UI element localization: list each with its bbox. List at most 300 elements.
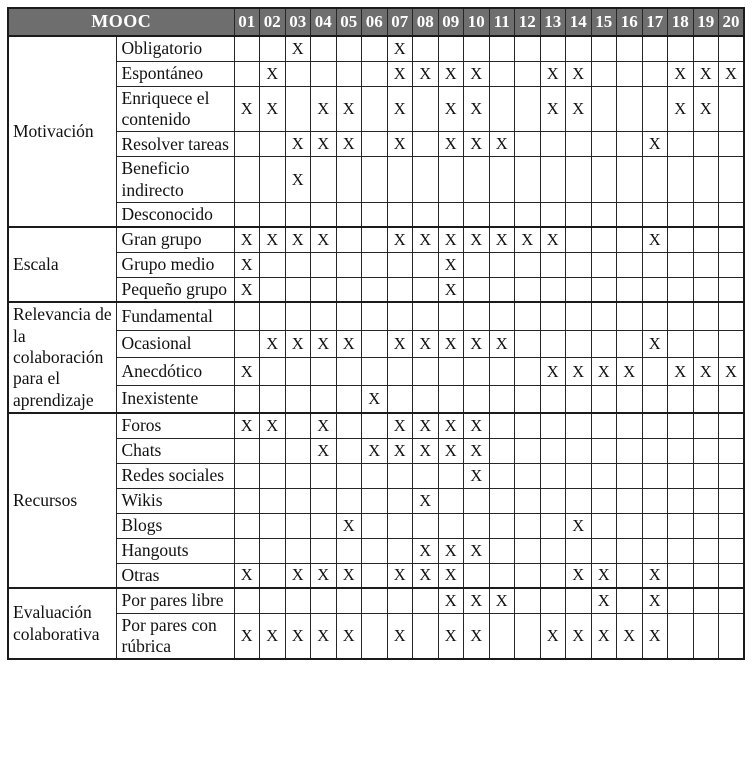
grid-cell	[464, 277, 490, 302]
grid-cell	[566, 36, 592, 61]
column-header-02: 02	[260, 8, 286, 36]
grid-cell	[617, 563, 643, 588]
grid-cell	[336, 358, 362, 386]
grid-cell	[642, 358, 668, 386]
grid-cell	[617, 302, 643, 330]
table-row	[8, 438, 744, 463]
x-mark-cell: X	[285, 563, 311, 588]
grid-cell	[719, 202, 745, 227]
x-mark-cell: X	[362, 438, 388, 463]
grid-cell	[540, 538, 566, 563]
row-label: Espontáneo	[116, 61, 234, 86]
table-row	[8, 227, 744, 252]
x-mark-cell: X	[336, 330, 362, 358]
grid-cell	[617, 413, 643, 438]
grid-cell	[311, 252, 337, 277]
grid-cell	[362, 588, 388, 613]
grid-cell	[566, 227, 592, 252]
grid-cell	[489, 513, 515, 538]
grid-cell	[693, 36, 719, 61]
x-mark-cell: X	[566, 513, 592, 538]
x-mark-cell: X	[336, 563, 362, 588]
grid-cell	[362, 132, 388, 157]
x-mark-cell: X	[540, 613, 566, 659]
grid-cell	[413, 202, 439, 227]
grid-cell	[617, 36, 643, 61]
grid-cell	[489, 613, 515, 659]
grid-cell	[234, 588, 260, 613]
x-mark-cell: X	[566, 613, 592, 659]
grid-cell	[617, 202, 643, 227]
grid-cell	[515, 513, 541, 538]
x-mark-cell: X	[311, 227, 337, 252]
x-mark-cell: X	[234, 613, 260, 659]
x-mark-cell: X	[387, 86, 413, 132]
table-row	[8, 36, 744, 61]
category-label-4: Evaluación colaborativa	[8, 588, 116, 659]
x-mark-cell: X	[566, 563, 592, 588]
grid-cell	[566, 277, 592, 302]
grid-cell	[489, 538, 515, 563]
grid-cell	[668, 463, 694, 488]
grid-cell	[719, 36, 745, 61]
column-header-16: 16	[617, 8, 643, 36]
x-mark-cell: X	[387, 330, 413, 358]
x-mark-cell: X	[438, 538, 464, 563]
x-mark-cell: X	[540, 358, 566, 386]
grid-cell	[515, 330, 541, 358]
grid-cell	[285, 438, 311, 463]
grid-cell	[591, 385, 617, 413]
grid-cell	[591, 513, 617, 538]
grid-cell	[260, 358, 286, 386]
x-mark-cell: X	[464, 588, 490, 613]
grid-cell	[260, 563, 286, 588]
grid-cell	[642, 488, 668, 513]
grid-cell	[234, 330, 260, 358]
grid-cell	[387, 358, 413, 386]
grid-cell	[566, 252, 592, 277]
table-row	[8, 330, 744, 358]
x-mark-cell: X	[617, 358, 643, 386]
grid-cell	[234, 438, 260, 463]
grid-cell	[336, 538, 362, 563]
x-mark-cell: X	[413, 488, 439, 513]
grid-cell	[642, 202, 668, 227]
grid-cell	[668, 277, 694, 302]
grid-cell	[515, 563, 541, 588]
grid-cell	[311, 202, 337, 227]
grid-cell	[617, 385, 643, 413]
table-row	[8, 563, 744, 588]
x-mark-cell: X	[438, 252, 464, 277]
grid-cell	[591, 463, 617, 488]
grid-cell	[260, 132, 286, 157]
grid-cell	[336, 277, 362, 302]
grid-cell	[285, 302, 311, 330]
grid-cell	[693, 202, 719, 227]
grid-cell	[591, 86, 617, 132]
grid-cell	[668, 563, 694, 588]
grid-cell	[591, 538, 617, 563]
x-mark-cell: X	[668, 61, 694, 86]
grid-cell	[489, 413, 515, 438]
grid-cell	[234, 157, 260, 203]
grid-cell	[693, 413, 719, 438]
table-row	[8, 358, 744, 386]
grid-cell	[489, 563, 515, 588]
x-mark-cell: X	[693, 86, 719, 132]
x-mark-cell: X	[464, 132, 490, 157]
grid-cell	[668, 202, 694, 227]
x-mark-cell: X	[464, 86, 490, 132]
grid-cell	[515, 86, 541, 132]
grid-cell	[413, 252, 439, 277]
grid-cell	[311, 463, 337, 488]
grid-cell	[387, 202, 413, 227]
grid-cell	[591, 330, 617, 358]
grid-cell	[234, 385, 260, 413]
mooc-table	[7, 7, 745, 660]
grid-cell	[617, 588, 643, 613]
x-mark-cell: X	[285, 227, 311, 252]
grid-cell	[693, 132, 719, 157]
grid-cell	[566, 132, 592, 157]
table-row	[8, 302, 744, 330]
x-mark-cell: X	[515, 227, 541, 252]
grid-cell	[260, 277, 286, 302]
grid-cell	[617, 157, 643, 203]
grid-cell	[566, 538, 592, 563]
grid-cell	[464, 202, 490, 227]
grid-cell	[464, 36, 490, 61]
row-label: Foros	[116, 413, 234, 438]
table-row	[8, 385, 744, 413]
x-mark-cell: X	[413, 413, 439, 438]
grid-cell	[719, 513, 745, 538]
row-label: Blogs	[116, 513, 234, 538]
x-mark-cell: X	[260, 227, 286, 252]
category-label-2: Relevancia de la colaboración para el aprendizaje	[8, 302, 116, 413]
grid-cell	[387, 538, 413, 563]
grid-cell	[489, 277, 515, 302]
grid-cell	[260, 538, 286, 563]
x-mark-cell: X	[413, 538, 439, 563]
grid-cell	[540, 302, 566, 330]
column-header-14: 14	[566, 8, 592, 36]
column-header-04: 04	[311, 8, 337, 36]
grid-cell	[642, 302, 668, 330]
grid-cell	[642, 513, 668, 538]
grid-cell	[260, 157, 286, 203]
grid-cell	[693, 438, 719, 463]
grid-cell	[693, 563, 719, 588]
x-mark-cell: X	[438, 330, 464, 358]
row-label: Por pares con rúbrica	[116, 613, 234, 659]
grid-cell	[387, 277, 413, 302]
table-row	[8, 613, 744, 659]
x-mark-cell: X	[387, 438, 413, 463]
x-mark-cell: X	[336, 513, 362, 538]
x-mark-cell: X	[285, 613, 311, 659]
grid-cell	[362, 488, 388, 513]
grid-cell	[591, 202, 617, 227]
grid-cell	[540, 513, 566, 538]
grid-cell	[336, 488, 362, 513]
x-mark-cell: X	[464, 61, 490, 86]
grid-cell	[617, 538, 643, 563]
grid-cell	[540, 488, 566, 513]
grid-cell	[336, 252, 362, 277]
grid-cell	[591, 252, 617, 277]
x-mark-cell: X	[234, 277, 260, 302]
grid-cell	[540, 463, 566, 488]
grid-cell	[336, 385, 362, 413]
x-mark-cell: X	[438, 613, 464, 659]
row-label: Enriquece el contenido	[116, 86, 234, 132]
x-mark-cell: X	[234, 563, 260, 588]
grid-cell	[617, 513, 643, 538]
grid-cell	[719, 252, 745, 277]
grid-cell	[566, 438, 592, 463]
grid-cell	[285, 86, 311, 132]
grid-cell	[693, 227, 719, 252]
grid-cell	[285, 488, 311, 513]
grid-cell	[515, 463, 541, 488]
grid-cell	[489, 86, 515, 132]
grid-cell	[719, 488, 745, 513]
grid-cell	[260, 36, 286, 61]
grid-cell	[234, 488, 260, 513]
grid-cell	[668, 36, 694, 61]
grid-cell	[336, 227, 362, 252]
table-body	[8, 36, 744, 659]
grid-cell	[413, 463, 439, 488]
column-header-20: 20	[719, 8, 745, 36]
x-mark-cell: X	[285, 132, 311, 157]
x-mark-cell: X	[234, 358, 260, 386]
grid-cell	[719, 302, 745, 330]
grid-cell	[668, 488, 694, 513]
x-mark-cell: X	[311, 563, 337, 588]
table-row	[8, 252, 744, 277]
grid-cell	[668, 513, 694, 538]
grid-cell	[489, 302, 515, 330]
grid-cell	[413, 613, 439, 659]
grid-cell	[540, 588, 566, 613]
table-row	[8, 588, 744, 613]
grid-cell	[566, 330, 592, 358]
row-label: Desconocido	[116, 202, 234, 227]
x-mark-cell: X	[719, 61, 745, 86]
table-row	[8, 513, 744, 538]
grid-cell	[362, 36, 388, 61]
grid-cell	[260, 302, 286, 330]
grid-cell	[311, 488, 337, 513]
grid-cell	[719, 385, 745, 413]
category-label-1: Escala	[8, 227, 116, 302]
table-row	[8, 157, 744, 203]
grid-cell	[362, 202, 388, 227]
grid-cell	[311, 513, 337, 538]
grid-cell	[642, 61, 668, 86]
grid-cell	[668, 588, 694, 613]
grid-cell	[668, 132, 694, 157]
grid-cell	[617, 488, 643, 513]
grid-cell	[668, 385, 694, 413]
grid-cell	[464, 302, 490, 330]
grid-cell	[336, 202, 362, 227]
grid-cell	[693, 488, 719, 513]
x-mark-cell: X	[387, 563, 413, 588]
x-mark-cell: X	[642, 588, 668, 613]
grid-cell	[362, 330, 388, 358]
grid-cell	[719, 538, 745, 563]
mooc-header-cell: MOOC	[8, 8, 234, 36]
grid-cell	[489, 157, 515, 203]
grid-cell	[591, 438, 617, 463]
grid-cell	[311, 61, 337, 86]
grid-cell	[515, 613, 541, 659]
x-mark-cell: X	[438, 438, 464, 463]
grid-cell	[311, 157, 337, 203]
grid-cell	[438, 488, 464, 513]
category-label-3: Recursos	[8, 413, 116, 588]
grid-cell	[387, 252, 413, 277]
grid-cell	[515, 157, 541, 203]
grid-cell	[362, 86, 388, 132]
grid-cell	[566, 385, 592, 413]
column-header-15: 15	[591, 8, 617, 36]
x-mark-cell: X	[566, 86, 592, 132]
x-mark-cell: X	[489, 227, 515, 252]
grid-cell	[362, 61, 388, 86]
row-label: Gran grupo	[116, 227, 234, 252]
grid-cell	[617, 277, 643, 302]
grid-cell	[438, 463, 464, 488]
grid-cell	[285, 358, 311, 386]
column-header-18: 18	[668, 8, 694, 36]
grid-cell	[438, 36, 464, 61]
x-mark-cell: X	[234, 86, 260, 132]
grid-cell	[336, 413, 362, 438]
x-mark-cell: X	[413, 227, 439, 252]
grid-cell	[260, 588, 286, 613]
grid-cell	[413, 132, 439, 157]
grid-cell	[591, 413, 617, 438]
x-mark-cell: X	[336, 132, 362, 157]
grid-cell	[719, 588, 745, 613]
grid-cell	[387, 157, 413, 203]
x-mark-cell: X	[438, 132, 464, 157]
grid-cell	[464, 358, 490, 386]
grid-cell	[438, 157, 464, 203]
column-header-01: 01	[234, 8, 260, 36]
column-header-05: 05	[336, 8, 362, 36]
grid-cell	[642, 438, 668, 463]
x-mark-cell: X	[540, 227, 566, 252]
column-header-11: 11	[489, 8, 515, 36]
x-mark-cell: X	[234, 252, 260, 277]
grid-cell	[642, 252, 668, 277]
grid-cell	[642, 463, 668, 488]
grid-cell	[693, 463, 719, 488]
grid-cell	[234, 538, 260, 563]
grid-cell	[668, 157, 694, 203]
grid-cell	[693, 513, 719, 538]
grid-cell	[362, 613, 388, 659]
x-mark-cell: X	[464, 538, 490, 563]
grid-cell	[617, 252, 643, 277]
x-mark-cell: X	[642, 563, 668, 588]
x-mark-cell: X	[387, 413, 413, 438]
grid-cell	[566, 413, 592, 438]
x-mark-cell: X	[438, 413, 464, 438]
grid-cell	[515, 252, 541, 277]
grid-cell	[285, 463, 311, 488]
x-mark-cell: X	[234, 413, 260, 438]
grid-cell	[515, 385, 541, 413]
column-header-13: 13	[540, 8, 566, 36]
grid-cell	[617, 61, 643, 86]
x-mark-cell: X	[438, 61, 464, 86]
grid-cell	[362, 513, 388, 538]
x-mark-cell: X	[693, 358, 719, 386]
column-header-17: 17	[642, 8, 668, 36]
x-mark-cell: X	[489, 132, 515, 157]
grid-cell	[336, 463, 362, 488]
column-header-08: 08	[413, 8, 439, 36]
grid-cell	[285, 413, 311, 438]
grid-cell	[234, 202, 260, 227]
row-label: Chats	[116, 438, 234, 463]
x-mark-cell: X	[591, 588, 617, 613]
grid-cell	[719, 86, 745, 132]
grid-cell	[591, 61, 617, 86]
grid-cell	[489, 252, 515, 277]
grid-cell	[413, 358, 439, 386]
grid-cell	[362, 277, 388, 302]
grid-cell	[362, 227, 388, 252]
x-mark-cell: X	[336, 86, 362, 132]
x-mark-cell: X	[413, 438, 439, 463]
grid-cell	[464, 563, 490, 588]
grid-cell	[387, 488, 413, 513]
grid-cell	[362, 252, 388, 277]
grid-cell	[489, 438, 515, 463]
grid-cell	[464, 488, 490, 513]
grid-cell	[617, 330, 643, 358]
grid-cell	[540, 413, 566, 438]
grid-cell	[438, 302, 464, 330]
grid-cell	[719, 463, 745, 488]
x-mark-cell: X	[438, 227, 464, 252]
grid-cell	[540, 330, 566, 358]
grid-cell	[336, 588, 362, 613]
grid-cell	[693, 588, 719, 613]
grid-cell	[285, 277, 311, 302]
grid-cell	[515, 61, 541, 86]
column-header-06: 06	[362, 8, 388, 36]
grid-cell	[336, 36, 362, 61]
x-mark-cell: X	[260, 330, 286, 358]
grid-cell	[387, 302, 413, 330]
grid-cell	[719, 277, 745, 302]
grid-cell	[464, 252, 490, 277]
grid-cell	[591, 227, 617, 252]
grid-cell	[515, 277, 541, 302]
column-header-03: 03	[285, 8, 311, 36]
